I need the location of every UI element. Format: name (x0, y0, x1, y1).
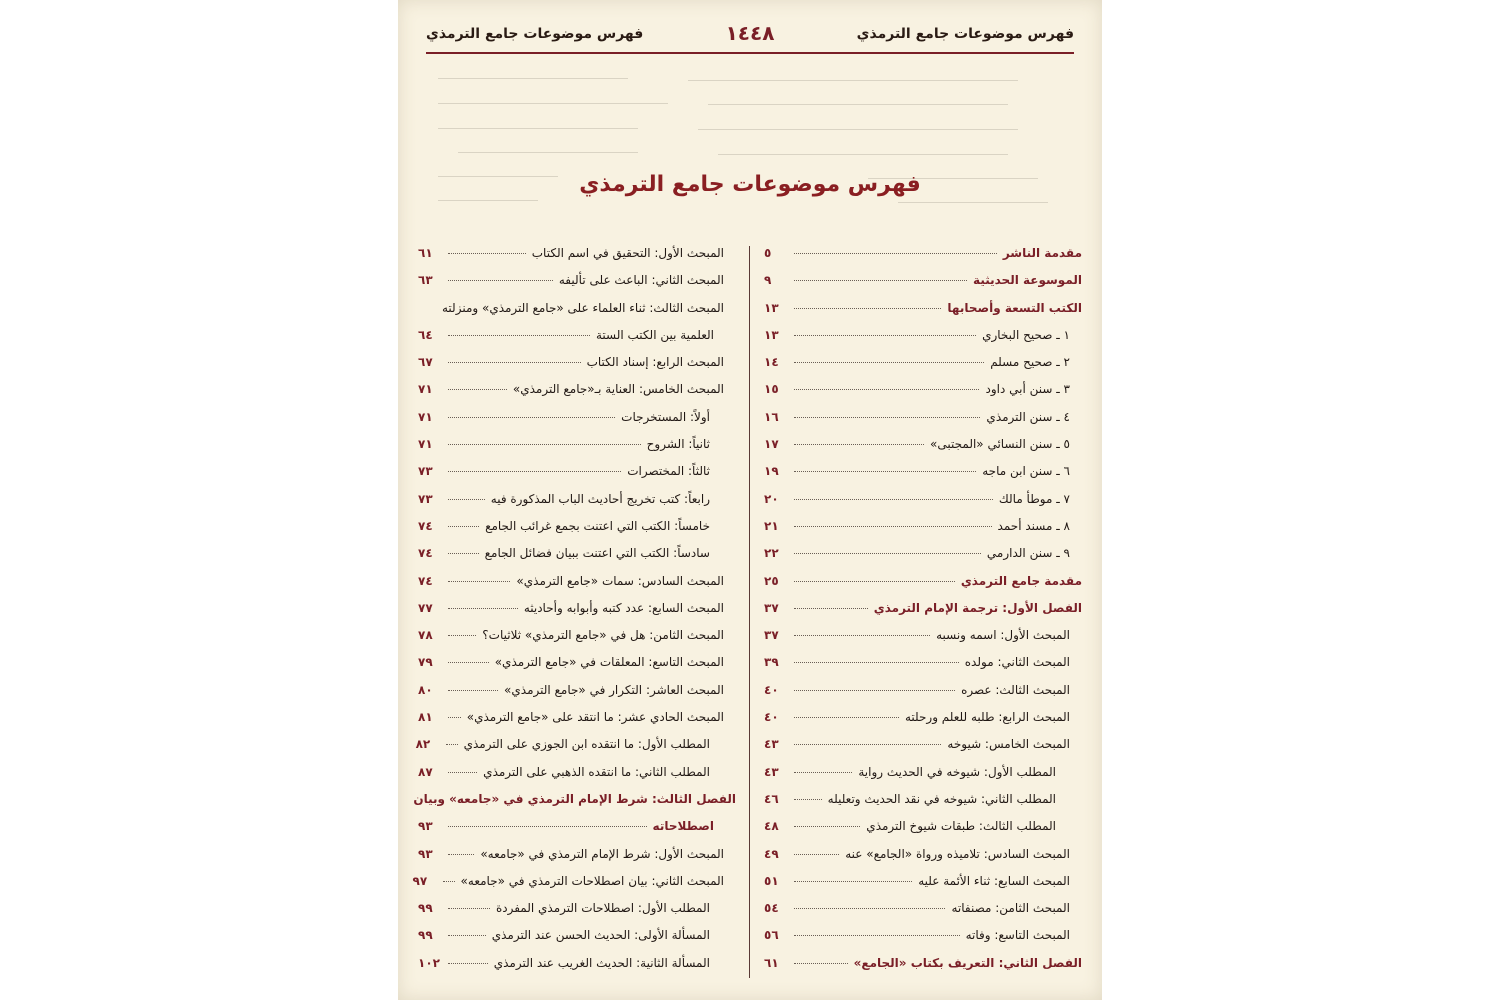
toc-entry (764, 655, 1082, 682)
toc-entry (764, 437, 1082, 464)
toc-entry-title: ٩ ـ سنن الدارمي (986, 546, 1070, 561)
toc-entry-title: المبحث الثامن: مصنفاته (951, 901, 1070, 916)
toc-entry-title: الفصل الأول: ترجمة الإمام الترمذي (873, 600, 1082, 615)
toc-entry-title: المبحث الثالث: عصره (961, 682, 1070, 697)
toc-entry (418, 437, 736, 464)
toc-entry (764, 819, 1082, 846)
toc-entry-page: ١٧ (764, 437, 779, 452)
toc-entry (418, 574, 736, 601)
toc-entry-page: ٣٧ (764, 600, 779, 615)
dot-leader (448, 662, 489, 663)
book-page (398, 0, 1102, 1000)
toc-entry-page: ٧٣ (418, 464, 433, 479)
toc-entry-page: ٤٩ (764, 846, 779, 861)
toc-entry (418, 464, 736, 491)
toc-entry-title: مقدمة جامع الترمذي (960, 573, 1082, 588)
toc-entry-title: المبحث السابع: ثناء الأئمة عليه (918, 873, 1070, 888)
toc-right-column (764, 246, 1082, 986)
toc-entry-page: ٣٧ (764, 628, 779, 643)
toc-entry-title: الكتب التسعة وأصحابها (947, 300, 1082, 315)
dot-leader (446, 744, 458, 745)
toc-entry-title: المبحث الحادي عشر: ما انتقد على «جامع الترمذي» (466, 710, 724, 725)
toc-entry-title: المبحث العاشر: التكرار في «جامع الترمذي» (504, 682, 724, 697)
toc-entry-page: ١٥ (764, 382, 779, 397)
toc-entry-page: ٩٩ (418, 901, 433, 916)
toc-entry-page: ٥١ (764, 873, 779, 888)
toc-entry-page: ٦١ (764, 955, 779, 970)
toc-entry-title: المسألة الثانية: الحديث الغريب عند الترمذي (493, 955, 710, 970)
dot-leader (448, 526, 479, 527)
toc-entry-title: ٣ ـ سنن أبي داود (985, 382, 1070, 397)
dot-leader (794, 444, 924, 445)
toc-entry-title: المبحث الخامس: شيوخه (947, 737, 1070, 752)
dot-leader (448, 253, 526, 254)
toc-entry-page: ١٩ (764, 464, 779, 479)
toc-entry-page: ٥ (764, 246, 772, 260)
toc-entry-page: ٧٩ (418, 655, 433, 670)
toc-entry-page: ٢٢ (764, 546, 779, 561)
dot-leader (794, 581, 955, 582)
toc-entry-page: ٦٣ (418, 273, 433, 288)
dot-leader (794, 799, 822, 800)
dot-leader (448, 854, 474, 855)
toc-entry (418, 410, 736, 437)
toc-entry-page: ٩٣ (418, 819, 433, 834)
toc-entry (418, 655, 736, 682)
toc-entry (418, 765, 736, 792)
toc-entry-page: ١٠٢ (418, 955, 440, 970)
toc-entry (764, 683, 1082, 710)
toc-entry-title: ٦ ـ سنن ابن ماجه (982, 464, 1070, 479)
toc-entry-title: المبحث الثاني: مولده (964, 655, 1070, 670)
dot-leader (448, 280, 553, 281)
dot-leader (448, 362, 581, 363)
toc-entry-title: المطلب الثاني: ما انتقده الذهبي على الترمذي (483, 764, 710, 779)
dot-leader (794, 526, 992, 527)
toc-entry-title: الفصل الثالث: شرط الإمام الترمذي في «جامعه» وبيان (413, 791, 736, 806)
toc-entry-page: ٤٠ (764, 682, 779, 697)
toc-entry (418, 546, 736, 573)
toc-entry (418, 382, 736, 409)
toc-entry-title: العلمية بين الكتب الستة (595, 327, 714, 342)
dot-leader (794, 662, 959, 663)
toc-entry-title: المطلب الأول: اصطلاحات الترمذي المفردة (495, 901, 710, 916)
toc-entry-title: المبحث الثامن: هل في «جامع الترمذي» ثلاثيات؟ (482, 628, 724, 643)
toc-entry (418, 492, 736, 519)
dot-leader (794, 362, 984, 363)
toc-entry-title: الفصل الثاني: التعريف بكتاب «الجامع» (853, 955, 1082, 970)
toc-entry (764, 710, 1082, 737)
dot-leader (448, 635, 476, 636)
toc-entry-title: المبحث الثاني: الباعث على تأليفه (558, 273, 724, 288)
toc-entry-title: ٢ ـ صحيح مسلم (990, 355, 1070, 370)
dot-leader (794, 417, 980, 418)
dot-leader (448, 581, 510, 582)
toc-entry-title: المبحث الخامس: العناية بـ«جامع الترمذي» (512, 382, 724, 397)
dot-leader (794, 471, 976, 472)
toc-entry-page: ٧٤ (418, 546, 433, 561)
toc-entry-title: خامساً: الكتب التي اعتنت بجمع غرائب الجامع (485, 518, 710, 533)
dot-leader (448, 963, 488, 964)
toc-entry (418, 847, 736, 874)
toc-entry (764, 328, 1082, 355)
toc-entry-title: أولاً: المستخرجات (621, 409, 710, 424)
toc-entry-page: ٩٩ (418, 928, 433, 943)
toc-entry-title: المبحث الثالث: ثناء العلماء على «جامع الترمذي» ومنزلته (441, 300, 724, 315)
toc-entry-title: ٨ ـ مسند أحمد (997, 518, 1070, 533)
dot-leader (448, 826, 647, 827)
toc-entry-title: المبحث الأول: اسمه ونسبه (936, 628, 1070, 643)
toc-entry (418, 301, 736, 328)
toc-entry-page: ٤٣ (764, 764, 779, 779)
running-header (426, 18, 1074, 52)
toc-entry (764, 246, 1082, 273)
dot-leader (448, 444, 641, 445)
toc-entry-title: ٥ ـ سنن النسائي «المجتبى» (930, 437, 1070, 452)
page-title: فهرس موضوعات جامع الترمذي (579, 172, 921, 197)
toc-entry-page: ٥٤ (764, 901, 779, 916)
dot-leader (794, 253, 997, 254)
toc-entry (418, 928, 736, 955)
dot-leader (448, 499, 485, 500)
toc-entry-page: ٦٧ (418, 355, 433, 370)
dot-leader (794, 308, 941, 309)
toc-entry-page: ١٣ (764, 327, 779, 342)
toc-entry-title: رابعاً: كتب تخريج أحاديث الباب المذكورة فيه (490, 491, 710, 506)
dot-leader (448, 690, 498, 691)
page-number: ١٤٤٨ (725, 21, 775, 45)
toc-entry (764, 792, 1082, 819)
header-left-title: فهرس موضوعات جامع الترمذي (426, 26, 644, 42)
toc-entry (418, 819, 736, 846)
toc-entry (418, 710, 736, 737)
toc-entry-page: ١٣ (764, 300, 779, 315)
toc-entry-title: مقدمة الناشر (1002, 246, 1082, 260)
toc-entry-page: ١٦ (764, 409, 779, 424)
toc-entry (418, 628, 736, 655)
toc-entry (764, 765, 1082, 792)
toc-entry-title: ثالثاً: المختصرات (627, 464, 710, 479)
toc-entry-title: المبحث السادس: سمات «جامع الترمذي» (516, 573, 724, 588)
toc-entry-title: سادساً: الكتب التي اعتنت ببيان فضائل الجامع (484, 546, 710, 561)
toc-entry-page: ٧٧ (418, 600, 433, 615)
dot-leader (794, 280, 967, 281)
toc-entry (764, 382, 1082, 409)
header-rule (426, 52, 1074, 54)
toc-entry-title: المبحث الرابع: طلبه للعلم ورحلته (904, 710, 1070, 725)
toc-entry (764, 410, 1082, 437)
dot-leader (448, 717, 461, 718)
toc-entry (764, 956, 1082, 983)
dot-leader (448, 553, 479, 554)
dot-leader (448, 335, 590, 336)
toc-columns (412, 246, 1082, 986)
dot-leader (794, 826, 860, 827)
toc-entry-title: ١ ـ صحيح البخاري (982, 327, 1070, 342)
dot-leader (794, 963, 848, 964)
toc-entry (764, 847, 1082, 874)
toc-entry (418, 601, 736, 628)
dot-leader (794, 608, 868, 609)
toc-entry (764, 546, 1082, 573)
toc-entry (418, 328, 736, 355)
toc-entry-page: ٦١ (418, 246, 433, 260)
toc-entry-page: ٧١ (418, 437, 433, 452)
toc-entry-page: ٩ (764, 273, 772, 288)
dot-leader (794, 389, 979, 390)
toc-entry (418, 683, 736, 710)
toc-entry-title: المبحث الثاني: بيان اصطلاحات الترمذي في «جامعه» (460, 873, 724, 888)
dot-leader (448, 908, 490, 909)
toc-entry-title: المبحث الأول: التحقيق في اسم الكتاب (531, 246, 724, 260)
dot-leader (794, 499, 993, 500)
toc-entry-title: اصطلاحاته (652, 819, 714, 834)
toc-entry (418, 273, 736, 300)
toc-entry-page: ٨٠ (418, 682, 433, 697)
toc-entry (418, 355, 736, 382)
toc-entry-page: ٣٩ (764, 655, 779, 670)
dot-leader (794, 635, 930, 636)
toc-entry-page: ٧٣ (418, 491, 433, 506)
toc-entry-page: ١٤ (764, 355, 779, 370)
toc-entry-page: ٩٧ (412, 873, 428, 888)
dot-leader (448, 471, 621, 472)
toc-entry-title: ٧ ـ موطأ مالك (998, 491, 1070, 506)
toc-entry-page: ٨٧ (418, 764, 433, 779)
toc-entry-page: ٥٦ (764, 928, 779, 943)
dot-leader (794, 854, 839, 855)
toc-entry-page: ٨٢ (415, 737, 431, 752)
dot-leader (794, 717, 899, 718)
toc-entry (418, 901, 736, 928)
toc-entry (764, 928, 1082, 955)
dot-leader (448, 935, 486, 936)
dot-leader (443, 881, 455, 882)
toc-entry-page: ٤٠ (764, 710, 779, 725)
toc-entry-title: المبحث التاسع: المعلقات في «جامع الترمذي» (494, 655, 724, 670)
toc-entry-title: المبحث الرابع: إسناد الكتاب (586, 355, 724, 370)
dot-leader (794, 335, 976, 336)
dot-leader (448, 389, 507, 390)
toc-entry (412, 873, 736, 901)
toc-left-column (412, 246, 736, 986)
toc-entry-page: ٨١ (418, 710, 433, 725)
toc-entry-page: ٤٨ (764, 819, 779, 834)
toc-entry (418, 956, 736, 983)
toc-entry-page: ٧٤ (418, 518, 433, 533)
toc-entry-page: ٧٨ (418, 628, 433, 643)
dot-leader (448, 608, 518, 609)
title-block (398, 172, 1102, 197)
toc-entry (764, 355, 1082, 382)
toc-entry-page: ٢١ (764, 518, 779, 533)
toc-entry-page: ٩٣ (418, 846, 433, 861)
toc-entry (418, 519, 736, 546)
toc-entry (418, 246, 736, 273)
toc-entry-title: ثانياً: الشروح (646, 437, 710, 452)
dot-leader (794, 744, 941, 745)
toc-entry (413, 791, 736, 819)
toc-entry-page: ٤٦ (764, 791, 779, 806)
dot-leader (794, 690, 955, 691)
toc-entry-page: ٧٤ (418, 573, 433, 588)
dot-leader (794, 935, 960, 936)
toc-entry-title: المطلب الأول: ما انتقده ابن الجوزي على الترمذي (463, 737, 710, 752)
toc-entry (764, 628, 1082, 655)
column-divider (749, 246, 750, 978)
toc-entry-title: المبحث الأول: شرط الإمام الترمذي في «جامعه» (480, 846, 724, 861)
toc-entry-page: ٦٤ (418, 327, 433, 342)
toc-entry-title: المطلب الثالث: طبقات شيوخ الترمذي (866, 819, 1056, 834)
toc-entry (764, 273, 1082, 300)
toc-entry (764, 301, 1082, 328)
toc-entry-title: المطلب الثاني: شيوخه في نقد الحديث وتعليله (827, 791, 1056, 806)
toc-entry-title: الموسوعة الحديثية (973, 273, 1082, 288)
toc-entry-page: ٢٠ (764, 491, 779, 506)
toc-entry-page: ٧١ (418, 382, 433, 397)
dot-leader (448, 772, 477, 773)
toc-entry (764, 901, 1082, 928)
toc-entry-title: ٤ ـ سنن الترمذي (986, 409, 1070, 424)
toc-entry-title: المبحث السابع: عدد كتبه وأبوابه وأحاديثه (523, 600, 724, 615)
dot-leader (794, 908, 945, 909)
toc-entry-title: المبحث التاسع: وفاته (965, 928, 1070, 943)
toc-entry (764, 737, 1082, 764)
toc-entry (764, 464, 1082, 491)
toc-entry-page: ٤٣ (764, 737, 779, 752)
dot-leader (794, 881, 912, 882)
toc-entry-title: المسألة الأولى: الحديث الحسن عند الترمذي (491, 928, 710, 943)
toc-entry-title: المبحث السادس: تلاميذه ورواة «الجامع» عنه (845, 846, 1070, 861)
toc-entry (764, 574, 1082, 601)
toc-entry (415, 737, 736, 764)
dot-leader (794, 772, 852, 773)
toc-entry (764, 519, 1082, 546)
dot-leader (448, 417, 615, 418)
toc-entry (764, 492, 1082, 519)
toc-entry (764, 874, 1082, 901)
toc-entry-page: ٧١ (418, 409, 433, 424)
header-right-title: فهرس موضوعات جامع الترمذي (856, 26, 1074, 42)
dot-leader (794, 553, 981, 554)
toc-entry-page: ٢٥ (764, 573, 779, 588)
toc-entry (764, 601, 1082, 628)
toc-entry-title: المطلب الأول: شيوخه في الحديث رواية (858, 764, 1056, 779)
